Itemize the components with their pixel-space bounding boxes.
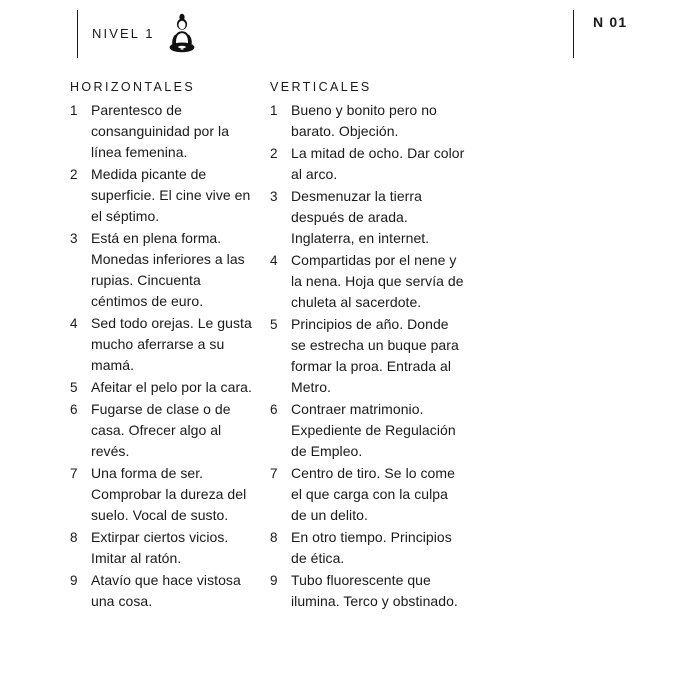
clue-text: Atavío que hace vistosa una cosa. <box>91 572 241 609</box>
clue-text: Parentesco de consanguinidad por la línea femenina. <box>91 102 230 160</box>
clue-number: 8 <box>270 530 278 545</box>
clue-text: Tubo fluorescente que ilumina. Terco y obstinado. <box>291 572 458 609</box>
clue-number: 7 <box>70 466 78 481</box>
clue-text: Extirpar ciertos vicios. Imitar al ratón. <box>91 529 229 566</box>
header-divider-right <box>573 10 574 58</box>
clue-item <box>270 570 465 612</box>
clue-number: 2 <box>270 146 278 161</box>
clue-item <box>70 313 260 376</box>
clue-item <box>270 186 465 249</box>
clue-number: 6 <box>70 402 78 417</box>
clue-item <box>270 143 465 185</box>
horizontales-title: HORIZONTALES <box>70 80 196 94</box>
level-label: NIVEL 1 <box>92 26 155 41</box>
clue-text: Principios de año. Donde se estrecha un buque para formar la proa. Entrada al Metro. <box>291 316 459 395</box>
clue-item <box>70 100 260 163</box>
clue-number: 9 <box>270 573 278 588</box>
verticales-clue-list <box>270 100 465 612</box>
clue-item <box>70 164 260 227</box>
clue-text: Una forma de ser. Comprobar la dureza del suelo. Vocal de susto. <box>91 465 247 523</box>
clue-text: Compartidas por el nene y la nena. Hoja que servía de chuleta al sacerdote. <box>291 252 464 310</box>
clue-item <box>70 377 260 398</box>
verticales-column <box>270 80 465 613</box>
clue-number: 5 <box>270 317 278 332</box>
clue-text: Bueno y bonito pero no barato. Objeción. <box>291 102 437 139</box>
clue-text: Sed todo orejas. Le gusta mucho aferrarse a su mamá. <box>91 315 252 373</box>
horizontales-clue-list <box>70 100 260 612</box>
clue-text: La mitad de ocho. Dar color al arco. <box>291 145 465 182</box>
clue-item <box>270 250 465 313</box>
clue-item <box>270 314 465 398</box>
clue-item <box>70 228 260 312</box>
clue-item <box>70 570 260 612</box>
clue-item <box>270 527 465 569</box>
clue-number: 5 <box>70 380 78 395</box>
clue-text: Está en plena forma. Monedas inferiores a las rupias. Cincuenta céntimos de euro. <box>91 230 245 309</box>
clue-text: Medida picante de superficie. El cine vive en el séptimo. <box>91 166 251 224</box>
clue-number: 6 <box>270 402 278 417</box>
clue-number: 8 <box>70 530 78 545</box>
clue-text: Centro de tiro. Se lo come el que carga con la culpa de un delito. <box>291 465 455 523</box>
clue-number: 4 <box>270 253 278 268</box>
clue-number: 9 <box>70 573 78 588</box>
clue-number: 4 <box>70 316 78 331</box>
clue-number: 1 <box>70 103 78 118</box>
clue-text: Fugarse de clase o de casa. Ofrecer algo al revés. <box>91 401 231 459</box>
clue-item <box>270 399 465 462</box>
meditating-buddha-icon <box>163 13 201 55</box>
clue-item <box>70 527 260 569</box>
clue-number: 7 <box>270 466 278 481</box>
horizontales-column <box>70 80 260 613</box>
clue-item <box>270 100 465 142</box>
verticales-title: VERTICALES <box>270 80 372 94</box>
clue-number: 2 <box>70 167 78 182</box>
clue-item <box>70 399 260 462</box>
page-header <box>0 0 700 70</box>
clue-text: Desmenuzar la tierra después de arada. Inglaterra, en internet. <box>291 188 430 246</box>
clue-number: 3 <box>70 231 78 246</box>
page-code: N 01 <box>593 14 628 30</box>
clue-item <box>270 463 465 526</box>
clue-text: Contraer matrimonio. Expediente de Regulación de Empleo. <box>291 401 456 459</box>
clue-text: Afeitar el pelo por la cara. <box>91 379 252 395</box>
header-divider-left <box>77 10 78 58</box>
clue-number: 3 <box>270 189 278 204</box>
clue-text: En otro tiempo. Principios de ética. <box>291 529 452 566</box>
clue-item <box>70 463 260 526</box>
clue-number: 1 <box>270 103 278 118</box>
